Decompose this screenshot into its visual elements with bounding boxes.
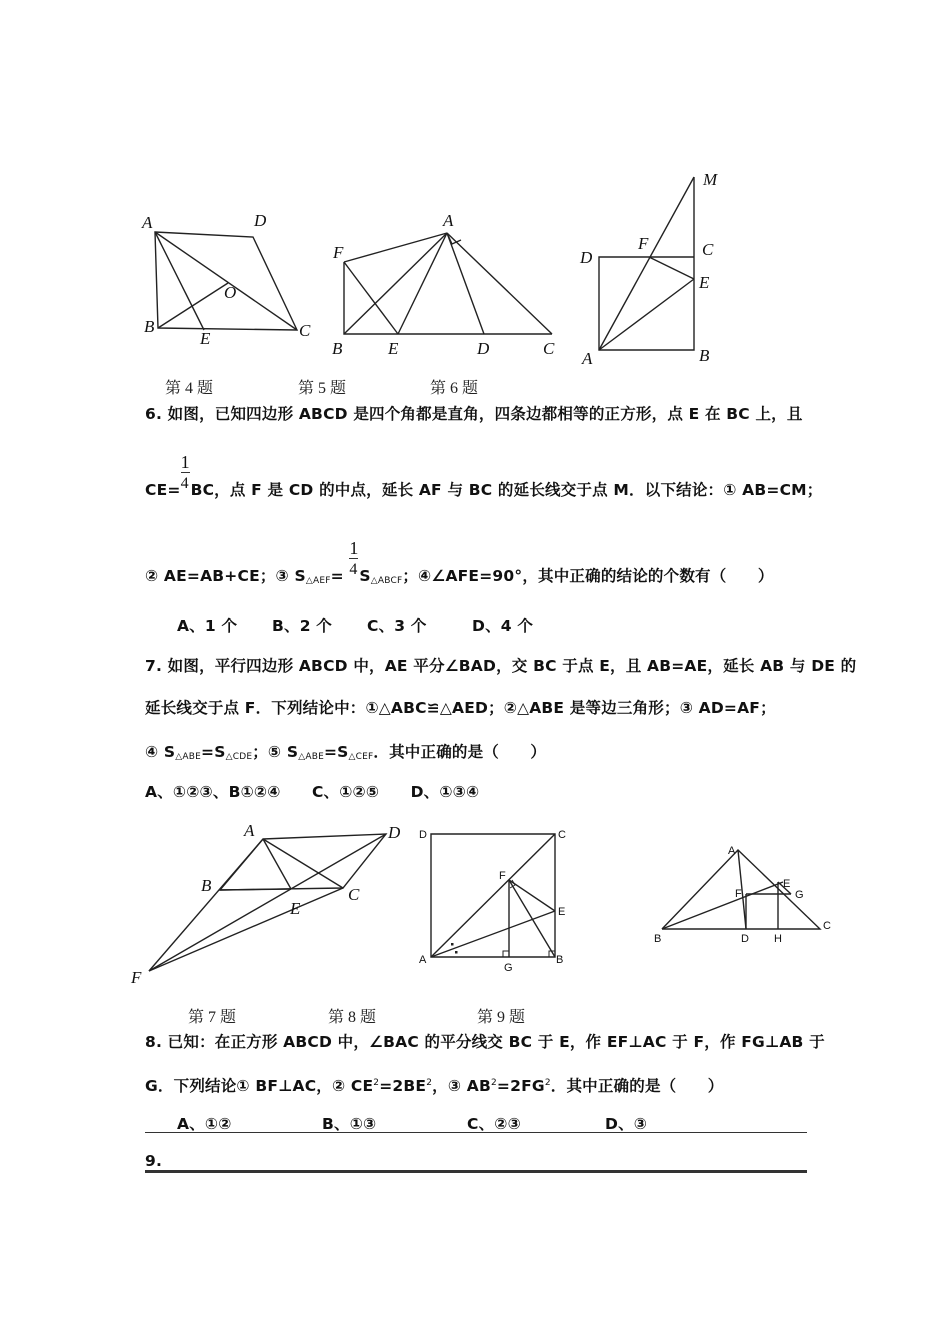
divider-thick bbox=[145, 1170, 807, 1173]
fraction-one-quarter-2: $\frac{1}{4}$ bbox=[349, 538, 359, 578]
label-c: C bbox=[558, 829, 566, 841]
label-f: F bbox=[333, 243, 344, 262]
label-d: D bbox=[741, 933, 749, 945]
caption-q9: 第 9 题 bbox=[477, 1009, 526, 1026]
label-e: E bbox=[388, 339, 399, 358]
caption-q6: 第 6 题 bbox=[430, 380, 479, 397]
figure-q7 bbox=[128, 818, 408, 988]
label-c: C bbox=[823, 920, 831, 932]
label-h: H bbox=[774, 933, 782, 945]
label-e: E bbox=[783, 878, 791, 890]
figure-q6 bbox=[578, 165, 728, 370]
label-f: F bbox=[499, 870, 506, 882]
q6-line2-rest: BC，点 F 是 CD 的中点，延长 AF 与 BC 的延长线交于点 M．以下结论：① AB=CM； bbox=[190, 481, 823, 499]
label-d: D bbox=[477, 339, 490, 358]
q8-option-d[interactable]: D、③ bbox=[605, 1115, 648, 1133]
q8-option-c[interactable]: C、②③ bbox=[467, 1115, 521, 1133]
q6-ce-label: CE= bbox=[145, 481, 181, 499]
fraction-one-quarter: $\frac{1}{4}$ bbox=[180, 452, 190, 492]
label-e: E bbox=[558, 906, 566, 918]
q6-option-b[interactable]: B、2 个 bbox=[272, 617, 332, 635]
label-b: B bbox=[144, 317, 155, 336]
caption-q5: 第 5 题 bbox=[298, 380, 347, 397]
q6-option-c[interactable]: C、3 个 bbox=[367, 617, 427, 635]
label-a: A bbox=[244, 821, 255, 840]
label-c: C bbox=[702, 240, 714, 259]
label-a: A bbox=[582, 349, 593, 368]
label-g: G bbox=[504, 962, 513, 974]
q9-label: 9. bbox=[145, 1152, 163, 1170]
q6-line3: ② AE=AB+CE；③ $S_{\triangle AEF}=$ $\frac{1}{4}$ $S_{\triangle ABCF}$；④∠AFE=90°，其中正确的结论的个数有（ ） bbox=[145, 538, 774, 586]
label-b: B bbox=[699, 346, 710, 365]
label-f: F bbox=[131, 968, 142, 987]
label-f: F bbox=[638, 234, 649, 253]
q8-option-b[interactable]: B、①③ bbox=[322, 1115, 377, 1133]
q6-line2 bbox=[145, 452, 823, 500]
label-g: G bbox=[795, 889, 804, 901]
q7-line3: ④ $S_{\triangle ABE}=S_{\triangle CDE}$；⑤ $S_{\triangle ABE}=S_{\triangle CEF}$．其中正确的是（ ） bbox=[145, 743, 547, 762]
label-b: B bbox=[556, 954, 564, 966]
figure-q5 bbox=[325, 210, 565, 360]
figure-q9 bbox=[650, 838, 840, 948]
figure-q4 bbox=[140, 210, 320, 350]
label-d: D bbox=[388, 823, 401, 842]
divider bbox=[145, 1132, 807, 1133]
q7-line2: 延长线交于点 F．下列结论中：①△ABC≌△AED；②△ABE 是等边三角形；③ AD=AF； bbox=[145, 699, 776, 717]
label-f: F bbox=[735, 888, 742, 900]
caption-q7: 第 7 题 bbox=[188, 1009, 237, 1026]
q8-options bbox=[177, 1112, 647, 1134]
q8-line1: 8. 已知：在正方形 ABCD 中，∠BAC 的平分线交 BC 于 E，作 EF⊥AC 于 F，作 FG⊥AB 于 bbox=[145, 1033, 825, 1051]
q8-line2: G．下列结论① BF⊥AC，② $CE^2=2BE^2$，③ $AB^2=2FG^2$．其中正确的是（ ） bbox=[145, 1077, 724, 1095]
figure-q8 bbox=[416, 822, 576, 977]
label-a: A bbox=[419, 954, 427, 966]
label-a: A bbox=[728, 845, 736, 857]
label-d: D bbox=[254, 211, 267, 230]
q8-option-a[interactable]: A、①② bbox=[177, 1115, 232, 1133]
label-e: E bbox=[699, 273, 710, 292]
label-c: C bbox=[543, 339, 555, 358]
label-a: A bbox=[443, 211, 454, 230]
label-m: M bbox=[703, 170, 718, 189]
label-b: B bbox=[332, 339, 343, 358]
caption-q8: 第 8 题 bbox=[328, 1009, 377, 1026]
label-b: B bbox=[201, 876, 212, 895]
label-c: C bbox=[299, 321, 311, 340]
label-b: B bbox=[654, 933, 662, 945]
label-e: E bbox=[290, 899, 301, 918]
label-d: D bbox=[580, 248, 593, 267]
q7-line1: 7. 如图，平行四边形 ABCD 中，AE 平分∠BAD，交 BC 于点 E，且 AB=AE，延长 AB 与 DE 的 bbox=[145, 657, 857, 675]
caption-q4: 第 4 题 bbox=[165, 380, 214, 397]
label-a: A bbox=[142, 213, 153, 232]
label-e: E bbox=[200, 329, 211, 348]
q7-options: A、①②③、B①②④ C、①②⑤ D、①③④ bbox=[145, 783, 480, 801]
label-d: D bbox=[419, 829, 427, 841]
q6-option-d[interactable]: D、4 个 bbox=[472, 617, 534, 635]
label-o: O bbox=[224, 283, 237, 302]
q6-options bbox=[177, 614, 533, 636]
q6-line1: 6. 如图，已知四边形 ABCD 是四个角都是直角，四条边都相等的正方形，点 E 在 BC 上，且 bbox=[145, 405, 803, 423]
q6-option-a[interactable]: A、1 个 bbox=[177, 617, 238, 635]
label-c: C bbox=[348, 885, 360, 904]
